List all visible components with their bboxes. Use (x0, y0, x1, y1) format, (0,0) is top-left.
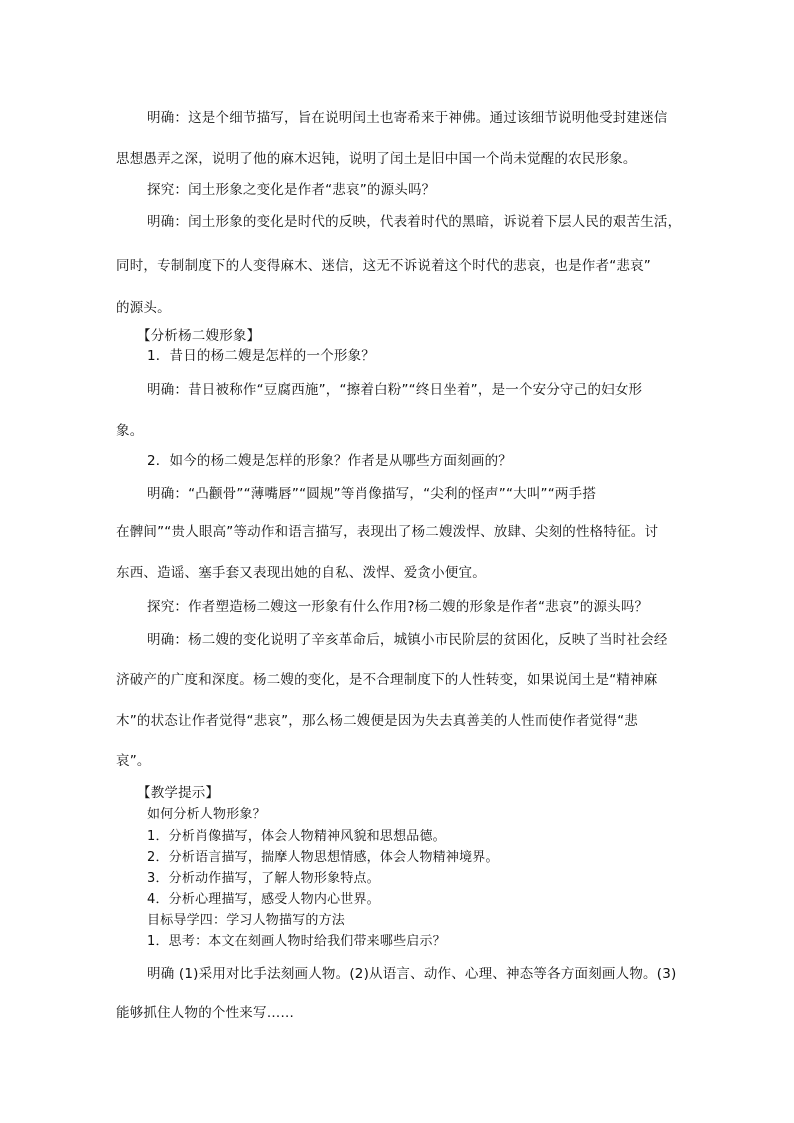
question-line: 1．思考：本文在刻画人物时给我们带来哪些启示？ (147, 934, 446, 949)
paragraph-line: 明确：闰土形象的变化是时代的反映，代表着时代的黑暗，诉说着下层人民的艰苦生活， (147, 214, 682, 230)
paragraph-line: 明确：杨二嫂的变化说明了辛亥革命后，城镇小市民阶层的贫困化，反映了当时社会经 (147, 632, 668, 648)
list-line: 4．分析心理描写，感受人物内心世界。 (147, 892, 380, 907)
list-line: 1．分析肖像描写，体会人物精神风貌和思想品德。 (147, 829, 446, 844)
list-line: 如何分析人物形象？ (147, 807, 266, 822)
section-heading: 【分析杨二嫂形象】 (137, 328, 261, 344)
paragraph-line: 能够抓住人物的个性来写…… (116, 1005, 295, 1021)
section-heading: 【教学提示】 (137, 785, 220, 801)
paragraph-line: 明确 (1)采用对比手法刻画人物。(2)从语言、动作、心理、神态等各方面刻画人物。(3) (147, 966, 677, 982)
paragraph-line: 明确：昔日被称作“豆腐西施”，“擦着白粉”“终日坐着”，是一个安分守己的妇女形 (147, 382, 643, 398)
paragraph-line: 思想愚弄之深，说明了他的麻木迟钝，说明了闰土是旧中国一个尚未觉醒的农民形象。 (116, 151, 637, 167)
paragraph-line: 木”的状态让作者觉得“悲哀”，那么杨二嫂便是因为失去真善美的人性而使作者觉得“悲 (116, 713, 638, 729)
paragraph-line: 在髀间”“贵人眼高”等动作和语言描写，表现出了杨二嫂泼悍、放肆、尖刻的性格特征。讨 (116, 524, 659, 540)
paragraph-line: 探究：闰土形象之变化是作者“悲哀”的源头吗？ (147, 182, 436, 198)
paragraph-line: 的源头。 (116, 300, 171, 316)
question-line: 1．昔日的杨二嫂是怎样的一个形象？ (147, 348, 375, 364)
list-line: 2．分析语言描写，揣摩人物思想情感，体会人物精神境界。 (147, 850, 499, 865)
paragraph-line: 哀”。 (116, 753, 151, 769)
list-line: 3．分析动作描写，了解人物形象特点。 (147, 871, 380, 886)
list-line: 目标导学四：学习人物描写的方法 (147, 913, 346, 928)
paragraph-line: 象。 (116, 423, 144, 439)
paragraph-line: 同时，专制制度下的人变得麻木、迷信，这无不诉说着这个时代的悲哀，也是作者“悲哀” (116, 258, 651, 274)
paragraph-line: 探究：作者塑造杨二嫂这一形象有什么作用?杨二嫂的形象是作者“悲哀”的源头吗？ (147, 599, 649, 615)
paragraph-line: 东西、造谣、塞手套又表现出她的自私、泼悍、爱贪小便宜。 (116, 565, 486, 581)
paragraph-line: 明确：这是个细节描写，旨在说明闰土也寄希来于神佛。通过该细节说明他受封建迷信 (147, 110, 668, 126)
paragraph-line: 明确：“凸颧骨”“薄嘴唇”“圆规”等肖像描写，“尖利的怪声”“大叫”“两手搭 (147, 486, 597, 502)
paragraph-line: 济破产的广度和深度。杨二嫂的变化，是不合理制度下的人性转变，如果说闰土是“精神麻 (116, 672, 658, 688)
question-line: 2．如今的杨二嫂是怎样的形象？作者是从哪些方面刻画的？ (147, 453, 512, 469)
